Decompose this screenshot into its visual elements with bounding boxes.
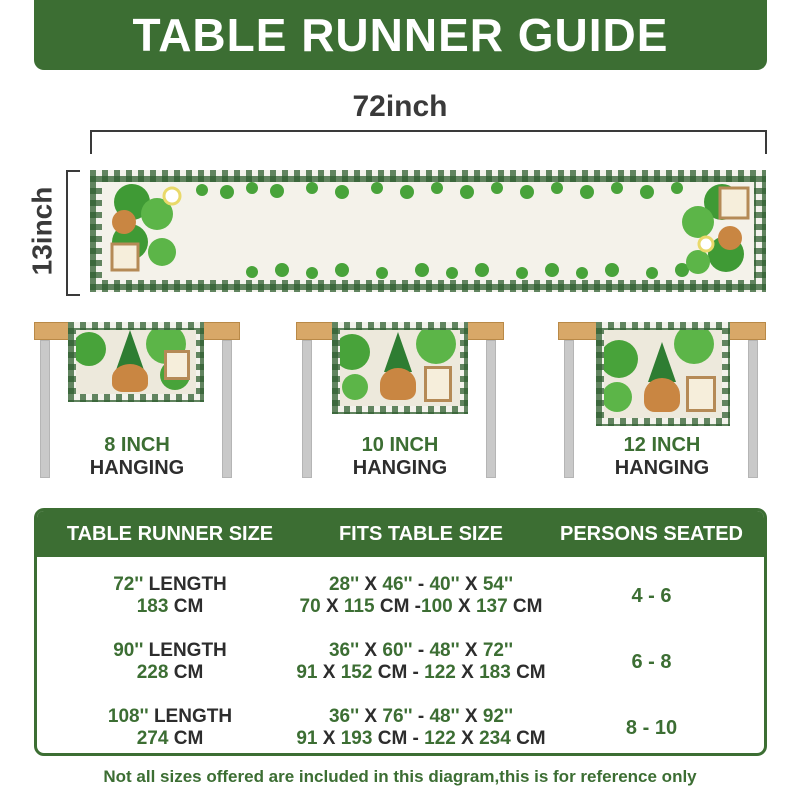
hanging-label-10 bbox=[300, 434, 500, 480]
table-row bbox=[37, 697, 764, 756]
table-runner-image bbox=[90, 170, 766, 292]
hanging-word: HANGING bbox=[614, 457, 710, 479]
runner-size-cell: 90'' LENGTH 228 CM bbox=[113, 640, 227, 683]
hanging-length: 10 INCH bbox=[361, 434, 439, 456]
fits-table-cell: 36'' X 76'' - 48'' X 92'' 91 X 193 CM - 122 X 234 CM bbox=[296, 706, 546, 749]
size-table-header bbox=[37, 511, 764, 557]
title-banner bbox=[34, 0, 767, 70]
height-label: 13inch bbox=[26, 186, 58, 276]
hanging-length: 12 INCH bbox=[623, 434, 701, 456]
runner-size-cell: 72'' LENGTH 183 CM bbox=[113, 574, 227, 617]
table-row bbox=[37, 631, 764, 693]
footnote: Not all sizes offered are included in this diagram,this is for reference only bbox=[103, 767, 697, 786]
width-label: 72inch bbox=[352, 90, 448, 123]
hanging-runner-8 bbox=[68, 322, 204, 402]
runner-end-motif bbox=[604, 330, 722, 418]
persons-seated-cell: 8 - 10 bbox=[625, 717, 678, 739]
fits-table-cell: 36'' X 60'' - 48'' X 72'' 91 X 152 CM - 122 X 183 CM bbox=[296, 640, 546, 683]
table-row bbox=[37, 565, 764, 627]
shamrock-border-graphic bbox=[102, 182, 754, 280]
hanging-word: HANGING bbox=[89, 457, 185, 479]
height-bracket bbox=[66, 170, 80, 296]
hanging-length: 8 INCH bbox=[104, 434, 170, 456]
header-persons-seated: PERSONS SEATED bbox=[560, 522, 743, 545]
persons-seated-cell: 4 - 6 bbox=[631, 585, 672, 607]
hanging-runner-12 bbox=[596, 322, 730, 426]
hanging-runner-10 bbox=[332, 322, 468, 414]
height-label-wrap bbox=[22, 172, 62, 290]
runner-linen-center bbox=[102, 182, 754, 280]
runner-end-motif bbox=[76, 330, 196, 394]
header-fits-table: FITS TABLE SIZE bbox=[338, 522, 504, 545]
width-bracket bbox=[90, 130, 767, 154]
fits-table-cell: 28'' X 46'' - 40'' X 54'' 70 X 115 CM -100 X 137 CM bbox=[299, 574, 543, 617]
hanging-label-8 bbox=[37, 434, 237, 480]
hanging-label-12 bbox=[562, 434, 762, 480]
header-runner-size: TABLE RUNNER SIZE bbox=[66, 522, 274, 545]
size-table bbox=[34, 508, 767, 756]
runner-size-cell: 108'' LENGTH 274 CM bbox=[107, 706, 233, 749]
runner-end-motif bbox=[340, 330, 460, 406]
persons-seated-cell: 6 - 8 bbox=[631, 651, 672, 673]
page-title: TABLE RUNNER GUIDE bbox=[132, 9, 669, 61]
hanging-word: HANGING bbox=[352, 457, 448, 479]
